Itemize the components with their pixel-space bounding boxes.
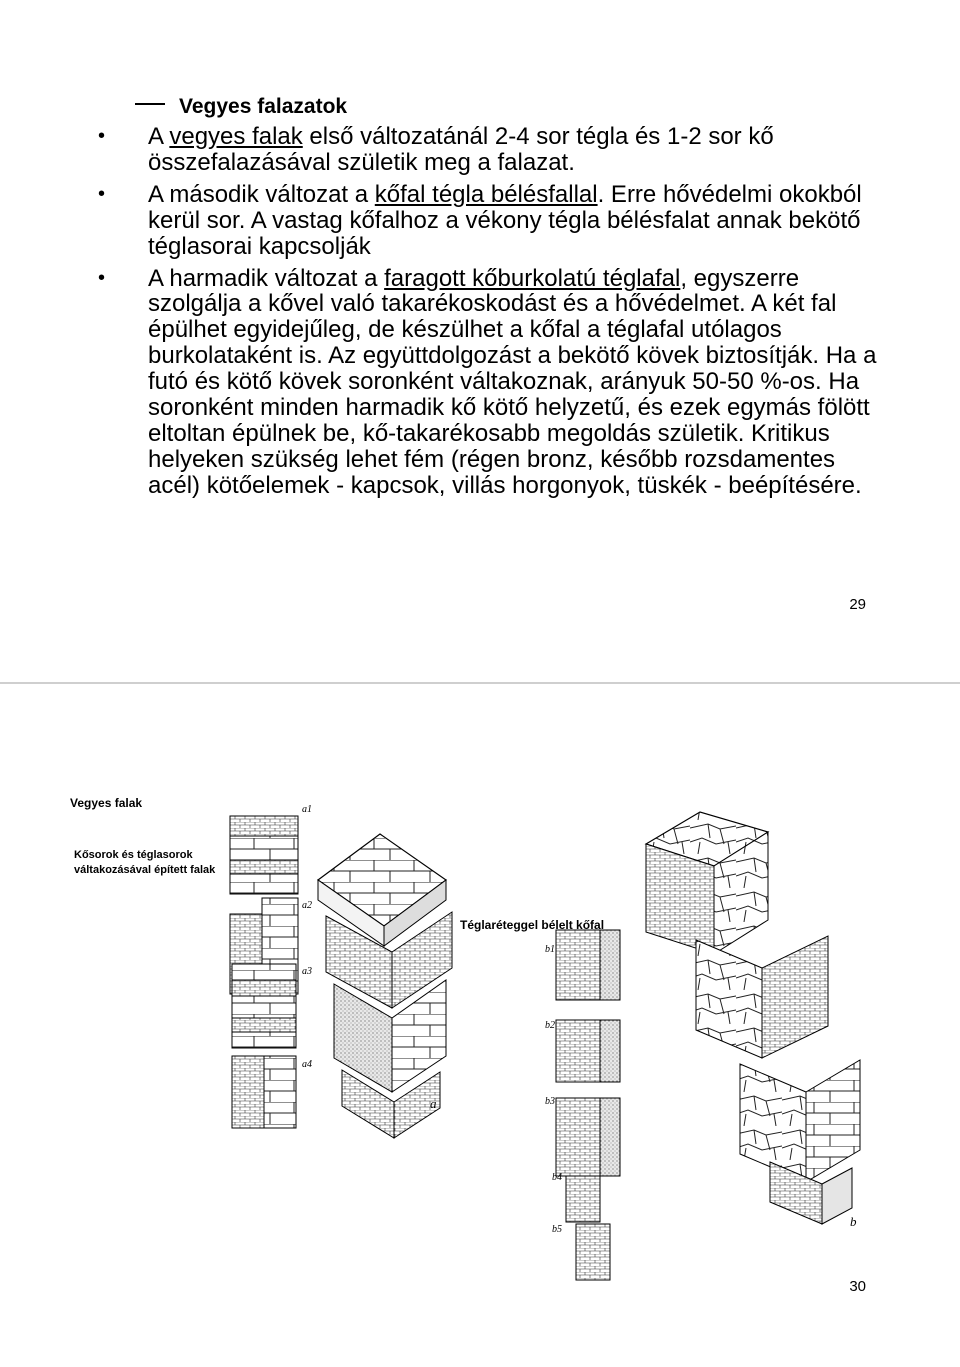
bullet-text: . Erre hővédelmi okokból kerül sor. A vastag kőfalhoz a vékony tégla bélésfalat annak bekötő téglasorai kapcsolják — [148, 180, 862, 260]
bullet-text: A harmadik változat a — [148, 264, 385, 292]
label-b1: b1 — [545, 944, 555, 955]
elevation-b1 — [556, 930, 600, 1000]
label-b3: b3 — [545, 1096, 555, 1107]
label-a1: a1 — [302, 804, 312, 815]
bullet-item — [148, 124, 878, 176]
underlined-term: vegyes falak — [169, 123, 303, 150]
label-a4: a4 — [302, 1059, 312, 1070]
slide-heading — [135, 95, 347, 119]
bullet-item — [148, 266, 878, 499]
bullet-text: A — [148, 123, 170, 150]
elevation-b4 — [566, 1176, 600, 1222]
bullet-text: A második változat a — [148, 180, 375, 208]
page-number: 30 — [849, 1278, 866, 1295]
dash-icon — [135, 103, 165, 105]
label-b4: b4 — [552, 1172, 562, 1183]
label-b2: b2 — [545, 1020, 555, 1031]
bullet-text: , egyszerre szolgálja a kővel való takarékoskodást és a hővédelmet. A két fal épülhet egyidejűleg, de készülhet a kőfal a téglafal utólagos burkolataként is. Az együttdolgozást a bekötő kövek biztosítják. Ha a futó és kötő kövek soronként váltakoznak, arányuk 50-50 %-os. Ha soronként minden harmadik kő kötő helyzetű, és ezek egymás fölött eltoltan épülnek be, kő-takarékosabb megoldás születik. Kritikus helyeken szükség lehet fém (régen bronz, később rozsdamentes acél) kötőelemek - kapcsok, villás horgonyok, tüskék - beépítésére. — [148, 264, 877, 499]
slide-30 — [0, 684, 960, 1367]
elevation-b3 — [556, 1098, 600, 1176]
underlined-term: kőfal tégla bélésfallal — [374, 180, 598, 208]
label-a2: a2 — [302, 900, 312, 911]
wall-illustration — [0, 684, 960, 1367]
label-b: b — [850, 1214, 857, 1229]
figure-subtitle-2: váltakozásával épített falak — [74, 864, 216, 876]
label-a: a — [430, 1096, 437, 1111]
page-number: 29 — [849, 596, 866, 613]
figure-right-title: Téglaréteggel bélelt kőfal — [460, 918, 605, 932]
elevation-a4 — [232, 1056, 264, 1128]
label-a3: a3 — [302, 966, 312, 977]
bullet-list — [148, 124, 878, 505]
underlined-term: faragott kőburkolatú téglafal — [384, 264, 681, 292]
slide-29 — [0, 0, 960, 682]
figure-title: Vegyes falak — [70, 796, 143, 810]
elevation-a3 — [232, 964, 296, 1048]
elevation-b5 — [576, 1224, 610, 1280]
bullet-item — [148, 182, 878, 260]
figure-subtitle-1: Kősorok és téglasorok — [74, 849, 193, 861]
heading-text: Vegyes falazatok — [179, 95, 348, 118]
label-b5: b5 — [552, 1224, 562, 1235]
elevation-b2 — [556, 1020, 600, 1082]
bullet-text: első változatánál 2-4 sor tégla és 1-2 sor kő összefalazásával születik meg a falazat. — [148, 123, 774, 176]
